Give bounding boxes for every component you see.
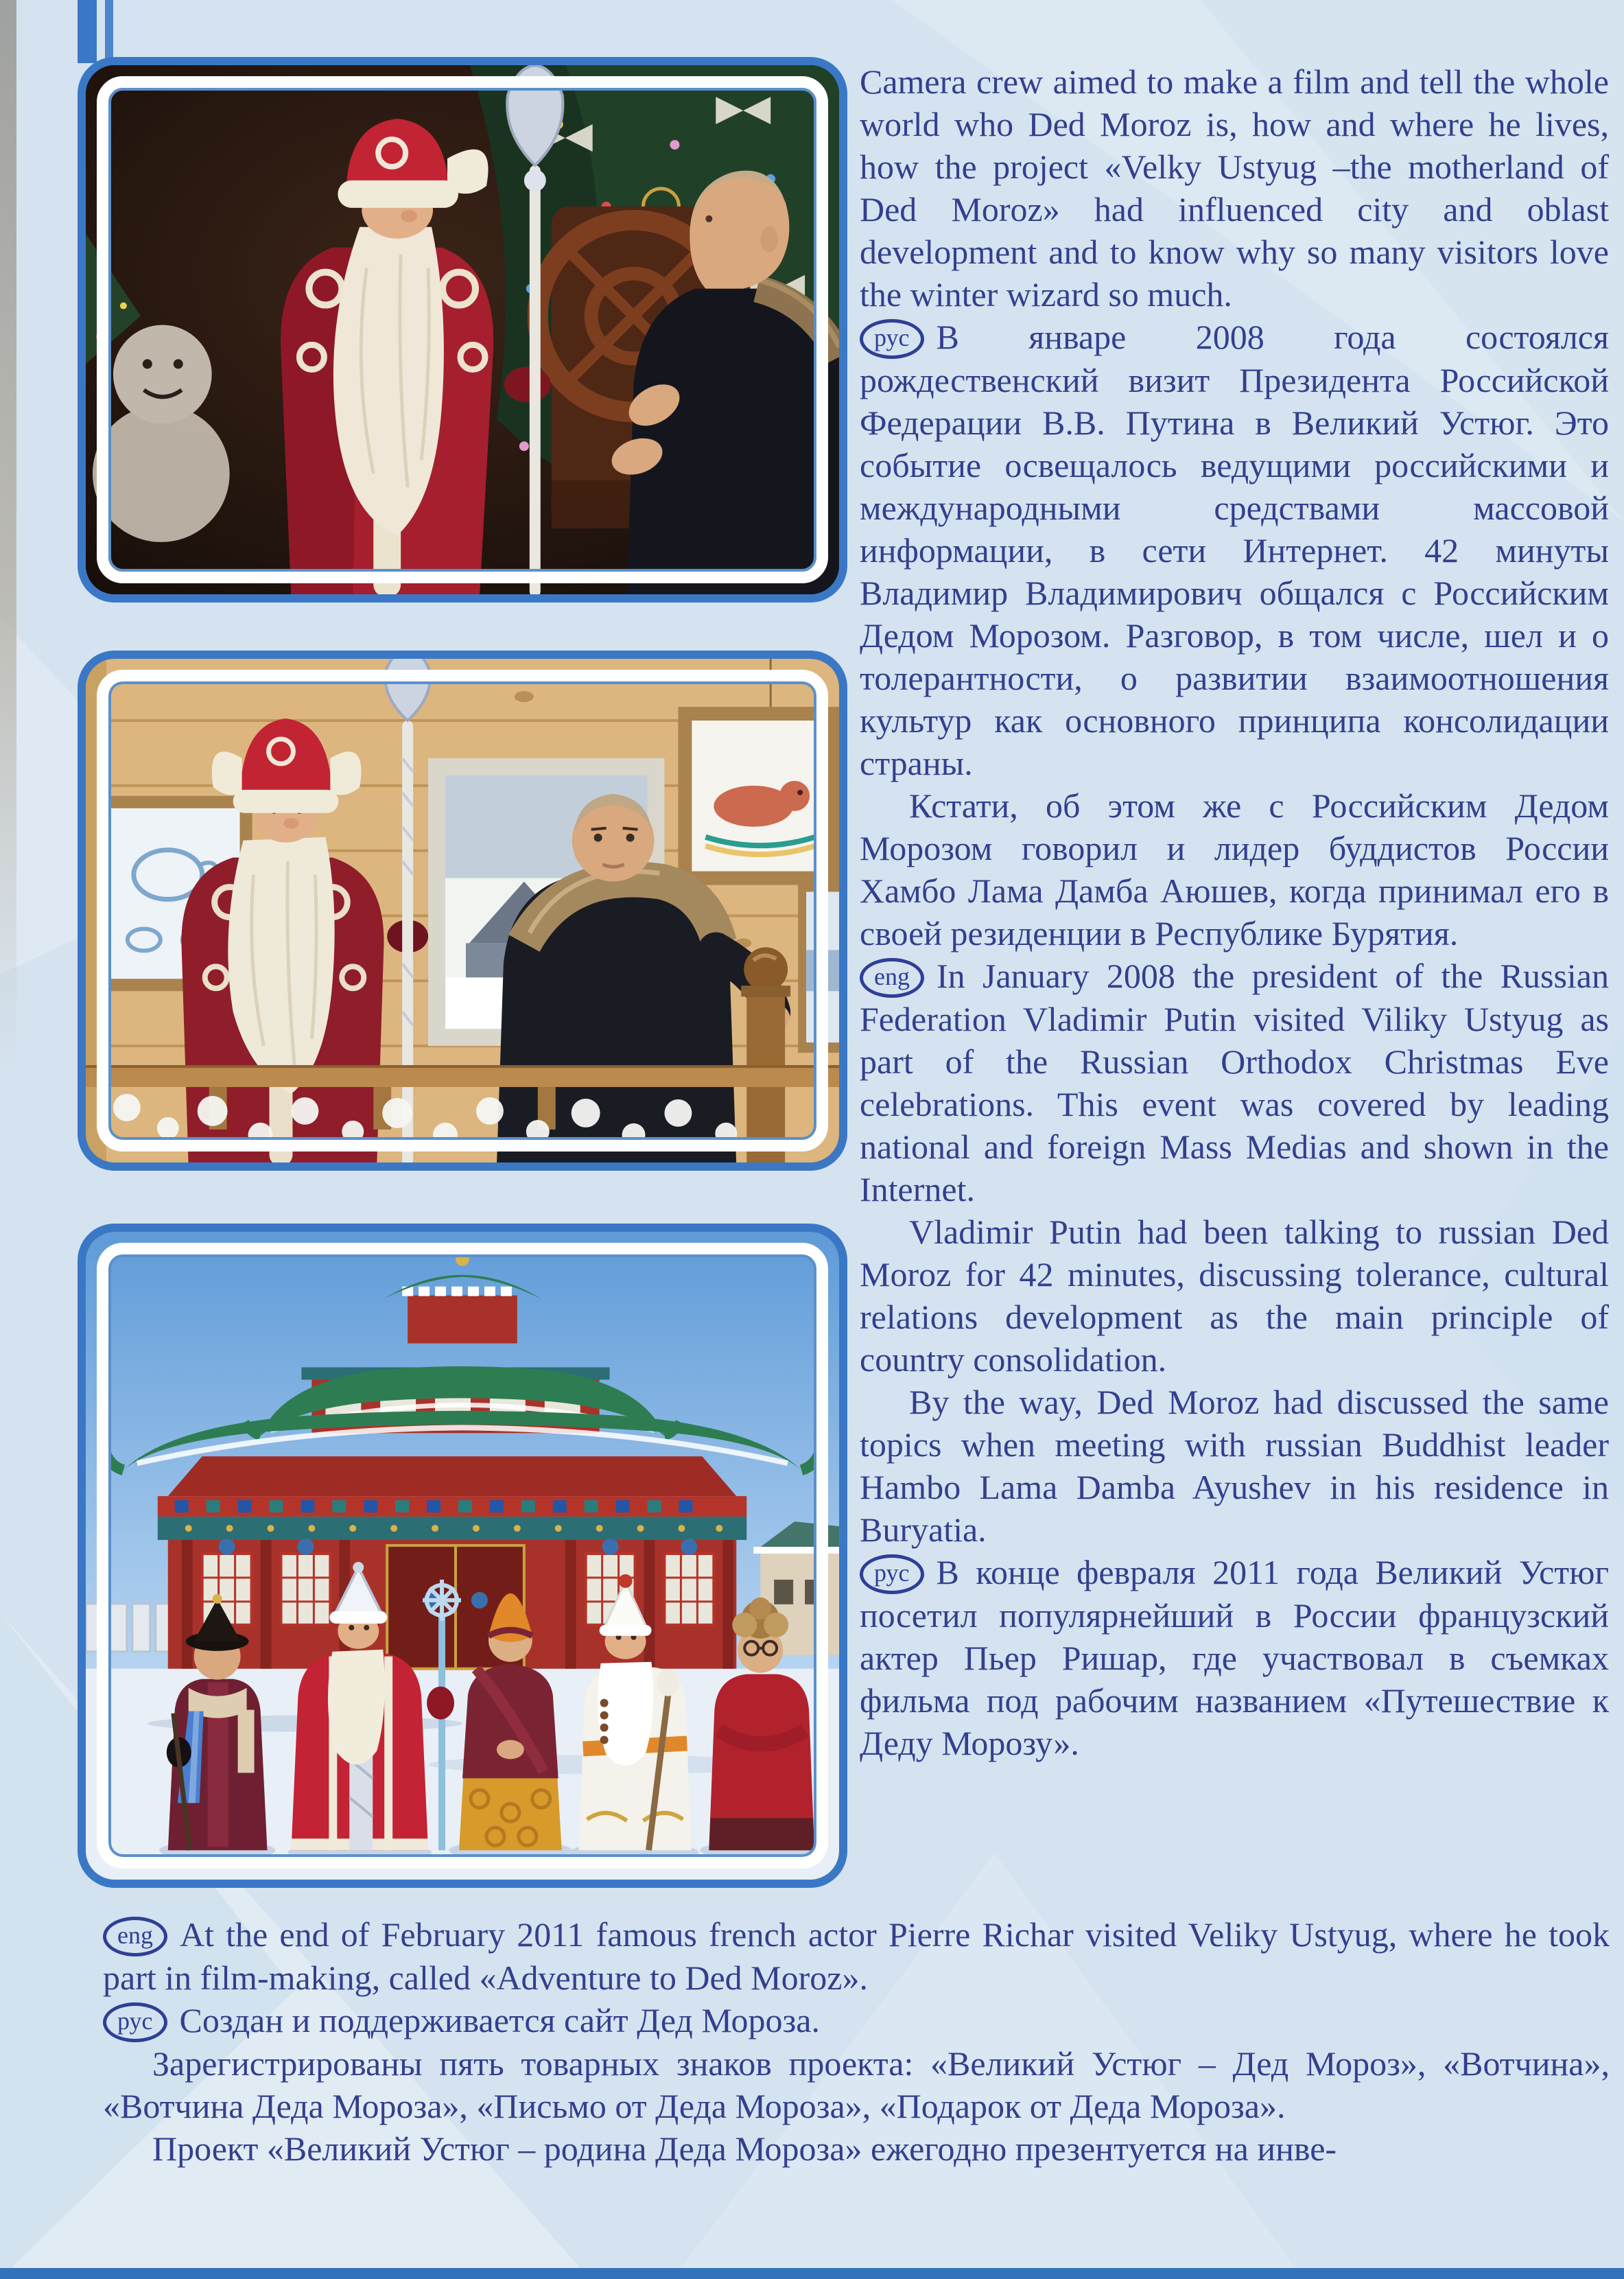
paragraph-eng-talking bbox=[860, 1211, 1609, 1381]
bottom-decorative-bar bbox=[0, 2268, 1624, 2279]
paragraph-rus-website bbox=[103, 1999, 1610, 2042]
paragraph-eng-hambo-lama bbox=[860, 1381, 1609, 1551]
photo-frame-putin-dedmoroz-house bbox=[78, 651, 847, 1171]
paragraph-text: Vladimir Putin had been talking to russian Ded Moroz for 42 minutes, discussing tolerance, cultural relations development as the main principle of country consolidation. bbox=[860, 1213, 1609, 1379]
paragraph-text: Зарегистрированы пять товарных знаков проекта: «Великий Устюг – Дед Мороз», «Вотчина», «Вотчина Деда Мороза», «Письмо от Деда Мороза», «Подарок от Деда Мороза». bbox=[103, 2044, 1610, 2125]
rus-badge: рус bbox=[103, 2002, 167, 2042]
rus-badge: рус bbox=[860, 1554, 924, 1594]
paragraph-text: By the way, Ded Moroz had discussed the same topics when meeting with russian Buddhist leader Hambo Lama Damba Ayushev in his residence in Buryatia. bbox=[860, 1383, 1609, 1549]
paragraph-rus-hambo-lama bbox=[860, 784, 1609, 955]
top-decorative-bar-thin bbox=[105, 0, 113, 59]
photo-3-illustration bbox=[86, 1232, 839, 1880]
photo-1-illustration bbox=[86, 65, 839, 594]
paragraph-camera-crew bbox=[860, 60, 1609, 316]
paragraph-text: At the end of February 2011 famous french actor Pierre Richar visited Veliky Ustyug, where he took part in film-making, called «Adventure to Ded Moroz». bbox=[103, 1915, 1610, 1997]
painting-landscape bbox=[798, 882, 839, 1053]
bottom-text-block bbox=[103, 1913, 1610, 2170]
paragraph-rus-putin-visit bbox=[860, 316, 1609, 784]
paragraph-text: В конце февраля 2011 года Великий Устюг посетил популярнейший в России французский актер Пьер Ришар, где участвовал в съемках фильма под рабочим названием «Путешествие к Деду Морозу». bbox=[860, 1553, 1609, 1762]
photo-frame-buddhist-temple-group bbox=[78, 1224, 847, 1888]
paragraph-rus-project bbox=[103, 2127, 1610, 2170]
paragraph-text: In January 2008 the president of the Russian Federation Vladimir Putin visited Viliky Ustyug as part of the Russian Orthodox Christmas Eve celebrations. This event was covered by leading national and foreign Mass Medias and shown in the Internet. bbox=[860, 957, 1609, 1208]
photo-frame-putin-dedmoroz-tree bbox=[78, 57, 847, 603]
rus-badge: рус bbox=[860, 319, 924, 359]
eng-badge: eng bbox=[103, 1917, 167, 1956]
paragraph-text: В январе 2008 года состоялся рождественский визит Президента Российской Федерации В.В. Путина в Великий Устюг. Это событие освещалось ведущими российскими и международными средствами массовой информации, в сети Интернет. 42 минуты Владимир Владимирович общался с Российским Дедом Морозом. Разговор, в том числе, шел и о толерантности, о развитии взаимоотношения культур как основного принципа консолидации страны. bbox=[860, 318, 1609, 782]
photo-2-illustration bbox=[86, 659, 839, 1162]
paragraph-rus-trademarks bbox=[103, 2042, 1610, 2127]
paragraph-eng-pierre-richard bbox=[103, 1913, 1610, 1999]
paragraph-text: Создан и поддерживается сайт Дед Мороза. bbox=[179, 2001, 820, 2040]
right-text-column bbox=[860, 60, 1609, 1764]
painting-dog bbox=[678, 707, 839, 885]
paragraph-text: Проект «Великий Устюг – родина Деда Мороза» ежегодно презентуется на инве- bbox=[152, 2129, 1337, 2168]
paragraph-rus-pierre-richard bbox=[860, 1551, 1609, 1764]
eng-badge: eng bbox=[860, 958, 924, 998]
paragraph-eng-putin-visit bbox=[860, 955, 1609, 1211]
paragraph-text: Кстати, об этом же с Российским Дедом Морозом говорил и лидер буддистов России Хамбо Лама Дамба Аюшев, когда принимал его в своей резиденции в Республике Бурятия. bbox=[860, 786, 1609, 952]
paragraph-text: Camera crew aimed to make a film and tell the whole world who Ded Moroz is, how and where he lives, how the project «Velky Ustyug –the motherland of Ded Moroz» had influenced city and oblast development and to know why so many visitors love the winter wizard so much. bbox=[860, 62, 1609, 314]
top-decorative-bar bbox=[78, 0, 97, 63]
page-gutter-shadow bbox=[0, 0, 16, 1071]
